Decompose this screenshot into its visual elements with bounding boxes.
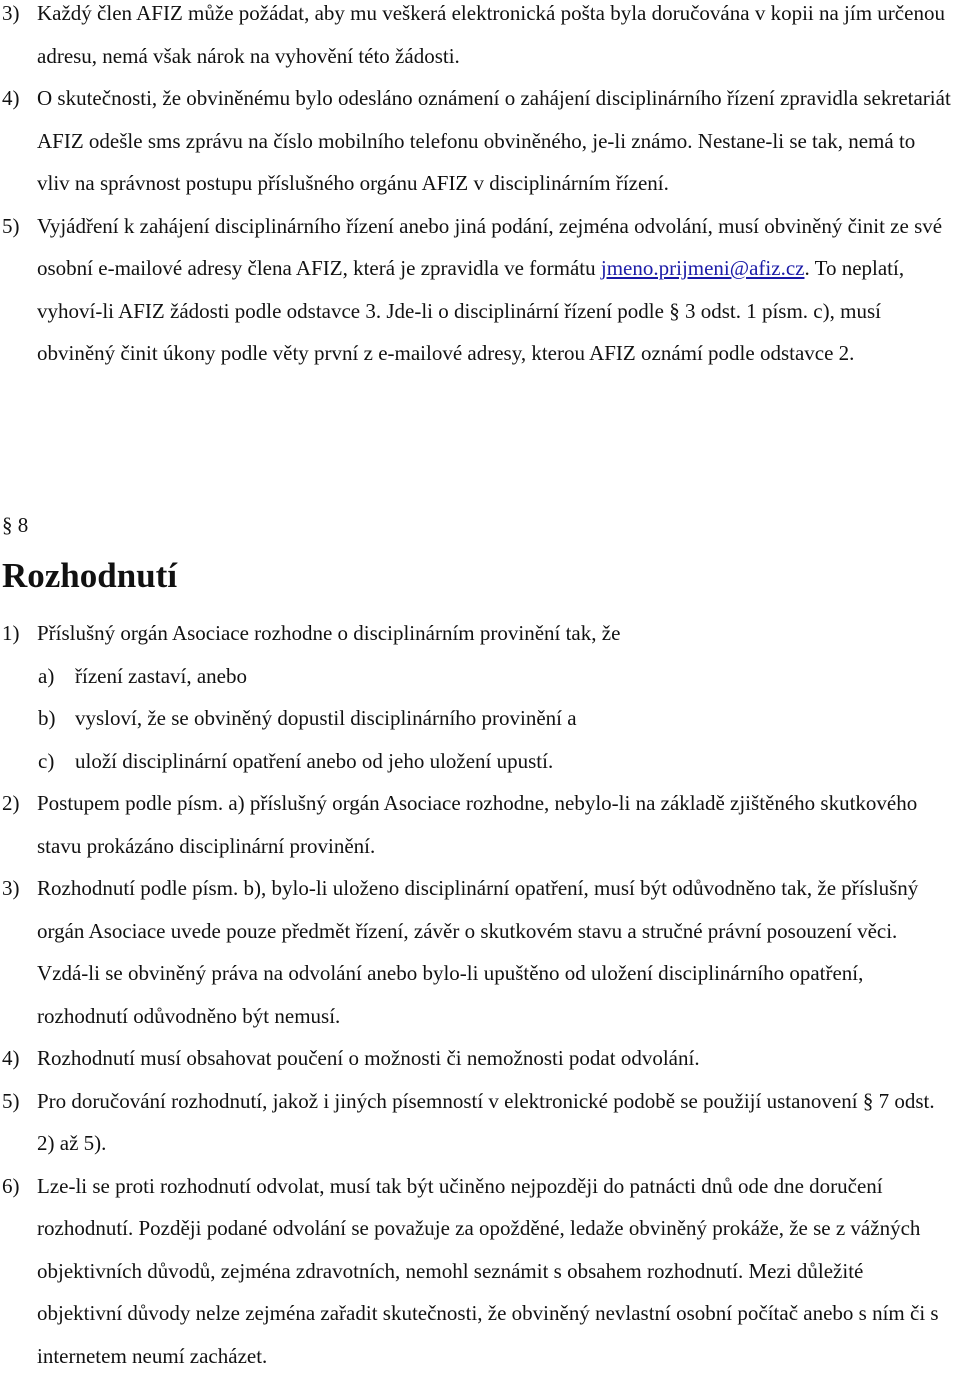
email-link[interactable]: jmeno.prijmeni@afiz.cz xyxy=(601,256,805,280)
list-item-letter: a) xyxy=(38,655,54,698)
section-8 xyxy=(0,510,960,1377)
paragraph-number: 4) xyxy=(2,1037,20,1080)
paragraph-4 xyxy=(0,77,960,205)
paragraph-number: 3) xyxy=(2,0,20,35)
section-paragraph-6 xyxy=(0,1165,960,1377)
paragraph-text xyxy=(37,205,952,375)
paragraph-number: 1) xyxy=(2,612,20,655)
list-item-text: uloží disciplinární opatření anebo od jeho uložení upustí. xyxy=(75,740,960,783)
paragraph-text: O skutečnosti, že obviněnému bylo odesláno oznámení o zahájení disciplinárního řízení zpravidla sekretariát AFIZ odešle sms zprávu na číslo mobilního telefonu obviněného, je-li známo. Nestane-li se tak, nemá to vliv na správnost postupu příslušného orgánu AFIZ v disciplinárním řízení. xyxy=(37,77,952,205)
paragraph-3 xyxy=(0,0,960,77)
list-item-letter: c) xyxy=(38,740,54,783)
list-item-text: vysloví, že se obviněný dopustil disciplinárního provinění a xyxy=(75,697,960,740)
list-item-c xyxy=(0,740,960,783)
section-paragraph-4 xyxy=(0,1037,960,1080)
paragraph-number: 2) xyxy=(2,782,20,825)
list-item-a xyxy=(0,655,960,698)
list-item-b xyxy=(0,697,960,740)
top-paragraphs xyxy=(0,0,960,375)
paragraph-text: Rozhodnutí podle písm. b), bylo-li uloženo disciplinární opatření, musí být odůvodněno tak, že příslušný orgán Asociace uvede pouze předmět řízení, závěr o skutkovém stavu a stručné právní posouzení věci. Vzdá-li se obviněný práva na odvolání anebo bylo-li upuštěno od uložení disciplinárního opatření, rozhodnutí odůvodněno být nemusí. xyxy=(37,867,952,1037)
paragraph-5 xyxy=(0,205,960,375)
paragraph-number: 5) xyxy=(2,1080,20,1123)
section-title: Rozhodnutí xyxy=(0,554,960,598)
section-paragraph-2 xyxy=(0,782,960,867)
paragraph-text: Příslušný orgán Asociace rozhodne o disciplinárním provinění tak, že xyxy=(37,612,952,655)
paragraph-text-after: . To neplatí, vyhoví-li AFIZ žádosti podle odstavce 3. Jde-li o disciplinární řízení podle § 3 odst. 1 písm. c), musí obviněný činit úkony podle věty první z e-mailové adresy, kterou AFIZ oznámí podle odstavce 2. xyxy=(37,256,904,365)
list-item-letter: b) xyxy=(38,697,56,740)
paragraph-text: Lze-li se proti rozhodnutí odvolat, musí tak být učiněno nejpozději do patnácti dnů ode dne doručení rozhodnutí. Později podané odvolání se považuje za opožděné, ledaže obviněný prokáže, že se z vážných objektivních důvodů, zejména zdravotních, nemohl seznámit s obsahem rozhodnutí. Mezi důležité objektivní důvody nelze zejména zařadit skutečnosti, že obviněný nevlastní osobní počítač anebo s ním či s internetem neumí zacházet. xyxy=(37,1165,952,1377)
section-paragraph-5 xyxy=(0,1080,960,1165)
paragraph-number: 3) xyxy=(2,867,20,910)
section-mark: § 8 xyxy=(0,510,960,540)
paragraph-text-before: Vyjádření k zahájení disciplinárního řízení anebo jiná podání, zejména odvolání, musí obviněný činit ze své osobní e-mailové adresy člena AFIZ, která je zpravidla ve formátu xyxy=(37,214,942,281)
paragraph-text: Rozhodnutí musí obsahovat poučení o možnosti či nemožnosti podat odvolání. xyxy=(37,1037,952,1080)
list-item-text: řízení zastaví, anebo xyxy=(75,655,960,698)
paragraph-text: Každý člen AFIZ může požádat, aby mu veškerá elektronická pošta byla doručována v kopii na jím určenou adresu, nemá však nárok na vyhovění této žádosti. xyxy=(37,0,952,77)
section-paragraph-1 xyxy=(0,612,960,655)
paragraph-text: Postupem podle písm. a) příslušný orgán Asociace rozhodne, nebylo-li na základě zjištěného skutkového stavu prokázáno disciplinární provinění. xyxy=(37,782,952,867)
paragraph-number: 4) xyxy=(2,77,20,120)
paragraph-number: 5) xyxy=(2,205,20,248)
paragraph-text: Pro doručování rozhodnutí, jakož i jiných písemností v elektronické podobě se použijí ustanovení § 7 odst. 2) až 5). xyxy=(37,1080,952,1165)
paragraph-number: 6) xyxy=(2,1165,20,1208)
section-paragraph-3 xyxy=(0,867,960,1037)
